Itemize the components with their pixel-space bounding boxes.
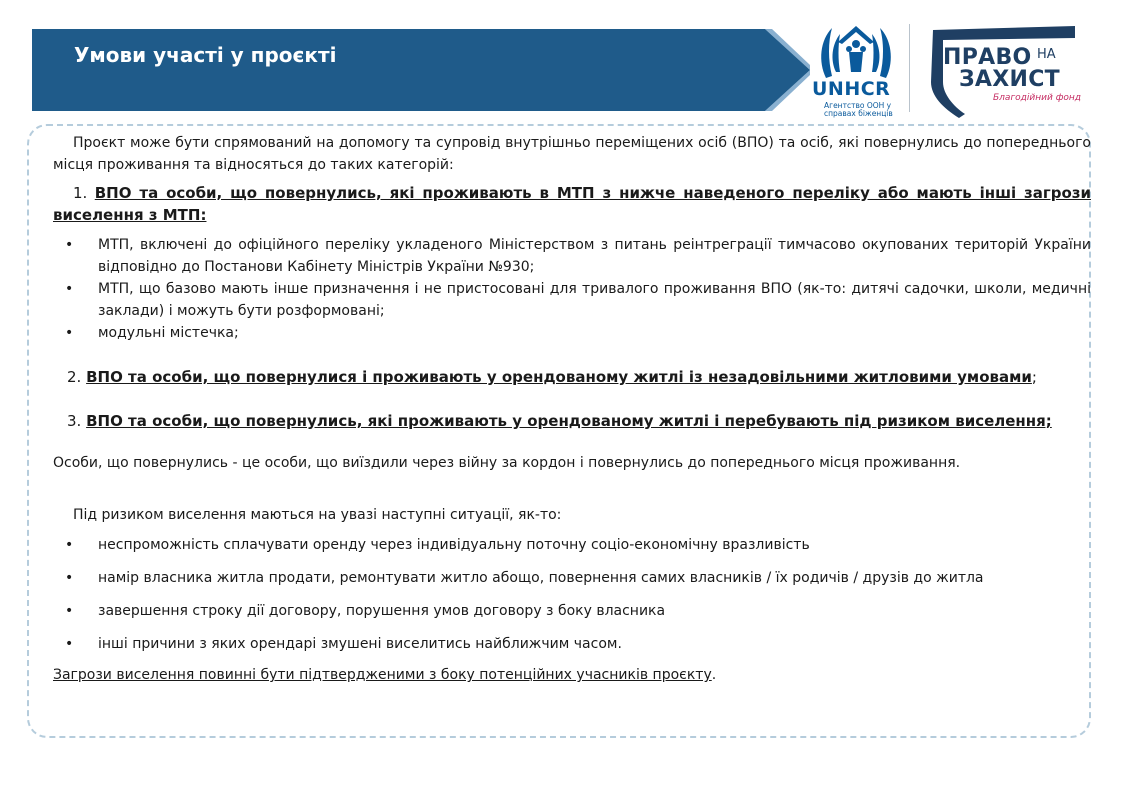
- footer-note-text: Загрози виселення повинні бути підтвердженими з боку потенційних учасників проєкту: [53, 667, 712, 683]
- list-item: • МТП, включені до офіційного переліку укладеного Міністерством з питань реінтреграції тимчасово окупованих територій України відповідно до Постанови Кабінету Міністрів України №930;: [53, 234, 1091, 278]
- pravo-word: ПРАВО: [943, 45, 1032, 70]
- content-body: [53, 132, 1091, 686]
- category-3-number: 3.: [67, 412, 82, 430]
- zakhyst-word: ЗАХИСТ: [959, 67, 1060, 92]
- intro-paragraph: Проєкт може бути спрямований на допомогу та супровід внутрішньо переміщених осіб (ВПО) та осіб, які повернулись до попереднього місця проживання та відносяться до таких категорій:: [53, 135, 1091, 173]
- unhcr-emblem-icon: [816, 22, 896, 80]
- list-item: • неспроможність сплачувати оренду через індивідуальну поточну соціо-економічну вразливість: [53, 534, 1091, 556]
- category-2-heading: [53, 366, 1091, 388]
- list-item: • намір власника житла продати, ремонтувати житло абощо, повернення самих власників / їх родичів / друзів до житла: [53, 567, 1091, 589]
- category-2-number: 2.: [67, 368, 82, 386]
- risk-list: [53, 534, 1091, 655]
- pravo-subtitle: Благодійний фонд: [993, 93, 1082, 103]
- list-item: • модульні містечка;: [53, 322, 1091, 344]
- footer-note: [53, 664, 1091, 686]
- category-1-number: 1.: [73, 184, 88, 202]
- list-item: • завершення строку дії договору, порушення умов договору з боку власника: [53, 600, 1091, 622]
- list-item: • інші причини з яких орендарі змушені виселитись найближчим часом.: [53, 633, 1091, 655]
- category-2-suffix: ;: [1031, 368, 1037, 386]
- pravo-na-zakhyst-logo: [925, 22, 1095, 120]
- category-3-heading: [53, 410, 1091, 432]
- unhcr-logo: [812, 22, 900, 120]
- footer-note-suffix: .: [711, 667, 717, 683]
- header-band: [32, 29, 810, 111]
- page-title: Умови участі у проєкті: [74, 43, 337, 67]
- header-band-shape: [32, 29, 810, 111]
- category-1-list: [53, 234, 1091, 344]
- category-3-text: ВПО та особи, що повернулись, які проживають у орендованому житлі і перебувають під ризиком виселення;: [86, 412, 1052, 430]
- risk-intro: Під ризиком виселення маються на увазі наступні ситуації, як-то:: [73, 507, 562, 523]
- logo-divider: [909, 24, 910, 112]
- unhcr-wordmark: UNHCR: [812, 78, 891, 100]
- returnees-definition: Особи, що повернулись - це особи, що виїздили через війну за кордон і повернулись до попереднього місця проживання.: [53, 455, 961, 471]
- unhcr-subtitle: Агентство ООН у справах біженців: [824, 101, 893, 118]
- category-2-text: ВПО та особи, що повернулися і проживають у орендованому житлі із незадовільними житловими умовами: [86, 368, 1032, 386]
- list-item: • МТП, що базово мають інше призначення і не пристосовані для тривалого проживання ВПО (як-то: дитячі садочки, школи, медичні заклади) і можуть бути розформовані;: [53, 278, 1091, 322]
- category-1-text: ВПО та особи, що повернулись, які проживають в МТП з нижче наведеного переліку або мають інші загрози виселення з МТП:: [53, 184, 1091, 224]
- category-1-heading: [53, 182, 1091, 226]
- pravo-na-word: НА: [1037, 47, 1056, 62]
